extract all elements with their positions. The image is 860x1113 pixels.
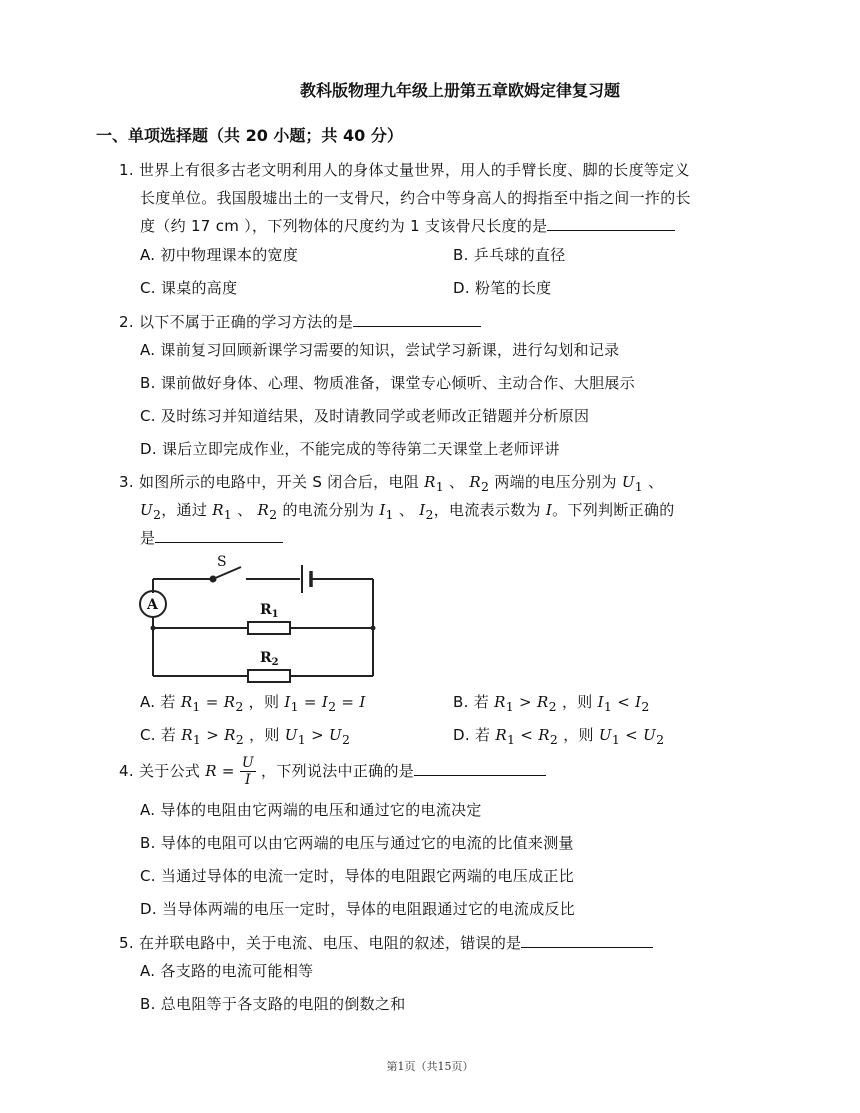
q4-text: 4. 关于公式	[119, 762, 206, 780]
q3-text: 的电流分别为	[277, 501, 380, 519]
q3-option-b: B. 若 $R_1 > R_2$ ，则 $I_1 < I_2$	[453, 693, 650, 714]
answer-blank[interactable]	[155, 528, 283, 543]
var-r2: $R_2$	[469, 473, 490, 494]
section-heading: 一、单项选择题（共 20 小题；共 40 分）	[96, 126, 403, 145]
q3-line3	[140, 527, 283, 548]
var-u2: $U_2$	[140, 501, 162, 522]
q1-option-b: B. 乒乓球的直径	[453, 246, 566, 264]
q2-option-b: B. 课前做好身体、心理、物质准备，课堂专心倾听、主动合作、大胆展示	[140, 374, 636, 392]
q3-text: 、	[393, 501, 420, 519]
formula-lhs: R	[205, 762, 217, 780]
formula-fraction: $\frac{U}{I}$	[241, 755, 254, 788]
var-r2: $R_2$	[257, 501, 278, 522]
r1-label: $R_1$	[260, 602, 279, 620]
q3-text: 两端的电压分别为	[489, 473, 622, 491]
junction-dot	[371, 626, 376, 631]
q2-option-a: A. 课前复习回顾新课学习需要的知识，尝试学习新课，进行勾划和记录	[140, 341, 620, 359]
junction-dot	[151, 626, 156, 631]
var-i2: $I_2$	[419, 501, 434, 522]
resistor-r2	[248, 670, 290, 682]
q3-text: 是	[140, 529, 156, 547]
q1-option-d: D. 粉笔的长度	[453, 279, 552, 297]
q4-text: ，下列说法中正确的是	[255, 762, 415, 780]
q4-option-a: A. 导体的电阻由它两端的电压和通过它的电流决定	[140, 801, 482, 819]
q1-option-c: C. 课桌的高度	[140, 279, 238, 297]
answer-blank[interactable]	[521, 933, 653, 948]
q3-option-c: C. 若 $R_1 > R_2$ ，则 $U_1 > U_2$	[140, 726, 351, 747]
q1-line3-text: 度（约 17 cm ），下列物体的尺度约为 1 支该骨尺长度的是	[140, 217, 548, 235]
q5-option-a: A. 各支路的电流可能相等	[140, 962, 314, 980]
q4-option-d: D. 当导体两端的电压一定时，导体的电阻跟通过它的电流成反比	[140, 900, 576, 918]
q3-line2	[140, 499, 675, 522]
answer-blank[interactable]	[353, 312, 481, 327]
circuit-diagram	[128, 551, 388, 691]
page-footer: 第1页（共15页）	[386, 1060, 474, 1073]
var-r1: $R_1$	[212, 501, 233, 522]
q3-text: 、	[443, 473, 470, 491]
ammeter-label: A	[147, 597, 158, 613]
q1-line1: 1. 世界上有很多古老文明利用人的身体丈量世界，用人的手臂长度、脚的长度等定义	[119, 161, 690, 179]
q2-line1	[119, 311, 481, 332]
q2-text: 2. 以下不属于正确的学习方法的是	[119, 313, 354, 331]
q3-option-d: D. 若 $R_1 < R_2$ ，则 $U_1 < U_2$	[453, 726, 665, 747]
answer-blank[interactable]	[547, 216, 675, 231]
q5-line1	[119, 932, 653, 953]
q5-text: 5. 在并联电路中，关于电流、电压、电阻的叙述，错误的是	[119, 934, 522, 952]
q4-option-b: B. 导体的电阻可以由它两端的电压与通过它的电流的比值来测量	[140, 834, 574, 852]
q4-option-c: C. 当通过导体的电流一定时，导体的电阻跟它两端的电压成正比	[140, 867, 575, 885]
q3-text: 3. 如图所示的电路中，开关 S 闭合后，电阻	[119, 473, 425, 491]
q5-option-b: B. 总电阻等于各支路的电阻的倒数之和	[140, 995, 406, 1013]
q1-line2: 长度单位。我国殷墟出土的一支骨尺，约合中等身高人的拇指至中指之间一拃的长	[140, 189, 691, 207]
r2-label: $R_2$	[260, 650, 279, 668]
q3-text: ，通过	[161, 501, 213, 519]
formula-eq: =	[216, 762, 240, 780]
document-title: 教科版物理九年级上册第五章欧姆定律复习题	[299, 81, 620, 100]
q3-text: ，电流表示数为	[433, 501, 546, 519]
resistor-r1	[248, 622, 290, 634]
q2-option-c: C. 及时练习并知道结果，及时请教同学或老师改正错题并分析原因	[140, 407, 590, 425]
q3-text: 。下列判断正确的	[552, 501, 675, 519]
var-r1: $R_1$	[424, 473, 444, 494]
q3-text: 、	[232, 501, 258, 519]
var-i: I	[545, 501, 553, 519]
var-i1: $I_1$	[379, 501, 394, 522]
q2-option-d: D. 课后立即完成作业，不能完成的等待第二天课堂上老师评讲	[140, 440, 560, 458]
answer-blank[interactable]	[414, 761, 546, 776]
q1-line3	[140, 215, 675, 236]
switch-label: S	[217, 554, 227, 570]
q1-option-a: A. 初中物理课本的宽度	[140, 246, 299, 264]
q3-text: 、	[643, 473, 664, 491]
var-u1: $U_1$	[621, 473, 644, 494]
q3-line1	[119, 471, 663, 494]
q3-option-a: A. 若 $R_1 = R_2$ ，则 $I_1 = I_2 = I$	[140, 693, 366, 714]
q4-line1	[119, 755, 546, 788]
